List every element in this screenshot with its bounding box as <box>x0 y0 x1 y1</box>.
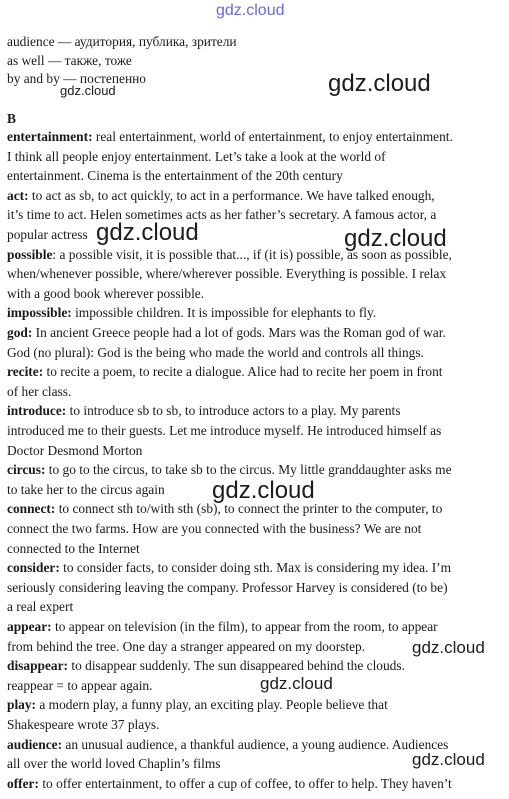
entry-text: to act as sb, to act quickly, to act in a performance. We have talked enough, <box>28 187 435 203</box>
entry-text: Doctor Desmond Morton <box>7 442 143 458</box>
entry-text: God (no plural): God is the being who made the world and controls all things. <box>7 344 424 360</box>
entry-term: impossible: <box>7 305 72 321</box>
entry-text: reappear = to appear again. <box>7 677 153 693</box>
entry-text: to offer entertainment, to offer a cup of coffee, to offer to help. They haven’t <box>38 775 452 791</box>
entry-text: real entertainment, world of entertainment, to enjoy entertainment. <box>92 129 453 144</box>
entry-text: an unusual audience, a thankful audience, a young audience. Audiences <box>62 736 449 752</box>
entry-text: introduced me to their guests. Let me introduce myself. He introduced himself as <box>7 423 442 438</box>
text-line <box>7 774 452 794</box>
entry-text: to take her to the circus again <box>7 481 165 497</box>
entry-text: from behind the tree. One day a stranger appeared on my doorstep. <box>7 638 366 654</box>
entry-text: it’s time to act. Helen sometimes acts as her father’s secretary. A famous actor, a <box>7 207 437 223</box>
entry-term: entertainment: <box>7 129 93 144</box>
entry-term: appear: <box>7 619 52 634</box>
text-line <box>7 735 448 755</box>
entry-text: of her class. <box>7 383 72 399</box>
text-line <box>7 127 453 147</box>
entry-text: seriously considering leaving the company. Professor Harvey is considered (to be) <box>7 579 448 595</box>
entry-text: a real expert <box>7 599 74 615</box>
entry-text: popular actress <box>7 227 88 242</box>
watermark: gdz.cloud <box>344 225 447 252</box>
entry-text: to appear on television (in the film), to appear from the room, to appear <box>51 619 438 634</box>
entry-term: play: <box>7 697 37 713</box>
entry-term: recite: <box>7 364 44 380</box>
text-line <box>7 539 140 559</box>
watermark: gdz.cloud <box>212 477 315 504</box>
entry-text: to disappear suddenly. The sun disappeared behind the clouds. <box>68 658 405 674</box>
text-line <box>7 597 73 617</box>
text-line <box>7 284 204 304</box>
text-line <box>7 147 386 167</box>
entry-text: with a good book wherever possible. <box>7 285 205 301</box>
text-line <box>7 617 438 637</box>
intro-line: by and by — постепенно <box>7 71 146 86</box>
text-line <box>7 382 71 402</box>
top-watermark: gdz.cloud <box>216 2 285 19</box>
entry-term: possible <box>7 246 53 262</box>
text-line <box>7 656 405 676</box>
entry-text: impossible children. It is impossible for elephants to fly. <box>71 305 377 321</box>
entry-text: to recite a poem, to recite a dialogue. Alice had to recite her poem in front <box>43 364 443 380</box>
text-line <box>7 441 142 461</box>
text-line <box>7 401 400 421</box>
text-line <box>7 225 88 245</box>
text-line <box>7 715 159 735</box>
text-line <box>7 637 365 657</box>
watermark: gdz.cloud <box>260 674 333 693</box>
entry-term: act: <box>7 187 29 203</box>
entry-term: connect: <box>7 501 56 517</box>
entry-text: I think all people enjoy entertainment. Let’s take a look at the world of <box>7 148 386 164</box>
entry-text: In ancient Greece people had a lot of gods. Mars was the Roman god of war. <box>32 325 446 340</box>
entry-text: connected to the Internet <box>7 540 140 556</box>
text-line <box>7 578 448 598</box>
text-line <box>7 558 451 578</box>
intro-line: as well — также, тоже <box>7 53 132 68</box>
watermark: gdz.cloud <box>412 638 485 657</box>
entry-text: connect the two farms. How are you connected with the business? We are not <box>7 521 422 536</box>
text-line <box>7 343 424 363</box>
entry-term: offer: <box>7 775 39 791</box>
entry-term: god: <box>7 325 33 340</box>
entry-text: entertainment. Cinema is the entertainment of the 20th century <box>7 168 343 184</box>
text-line <box>7 303 376 323</box>
text-line <box>7 323 446 343</box>
entry-text: to introduce sb to sb, to introduce actors to a play. My parents <box>66 403 401 419</box>
entry-term: disappear: <box>7 658 69 674</box>
entry-term: audience: <box>7 736 63 752</box>
entry-text: all over the world loved Chaplin’s films <box>7 756 221 772</box>
entry-text: a modern play, a funny play, an exciting play. People believe that <box>36 697 388 713</box>
text-line <box>7 480 165 500</box>
entry-text: to go to the circus, to take sb to the circus. My little granddaughter asks me <box>45 462 452 478</box>
text-line <box>7 362 443 382</box>
watermark: gdz.cloud <box>96 219 199 246</box>
text-line <box>7 421 441 441</box>
text-line <box>7 519 421 539</box>
entry-term: consider: <box>7 560 60 576</box>
text-line <box>7 676 152 696</box>
entry-text: Shakespeare wrote 37 plays. <box>7 717 160 732</box>
entry-term: introduce: <box>7 403 67 419</box>
intro-line: audience — аудитория, публика, зрители <box>7 34 237 49</box>
text-line <box>7 695 388 715</box>
section-heading: B <box>7 111 16 126</box>
text-line <box>7 754 220 774</box>
entry-text: to connect sth to/with sth (sb), to connect the printer to the computer, to <box>55 501 443 517</box>
watermark: gdz.cloud <box>60 83 116 98</box>
entry-term: circus: <box>7 462 46 478</box>
entry-text: : a possible visit, it is possible that..., if (it is) possible, as soon as possible, <box>52 246 452 262</box>
entry-text: to consider facts, to consider doing sth. Max is considering my idea. I’m <box>59 560 452 576</box>
text-line <box>7 264 446 284</box>
entry-text: when/whenever possible, where/wherever possible. Everything is possible. I relax <box>7 266 447 282</box>
text-line <box>7 166 343 186</box>
watermark: gdz.cloud <box>412 750 485 769</box>
text-line <box>7 186 435 206</box>
watermark: gdz.cloud <box>328 70 431 97</box>
text-line <box>7 205 436 225</box>
